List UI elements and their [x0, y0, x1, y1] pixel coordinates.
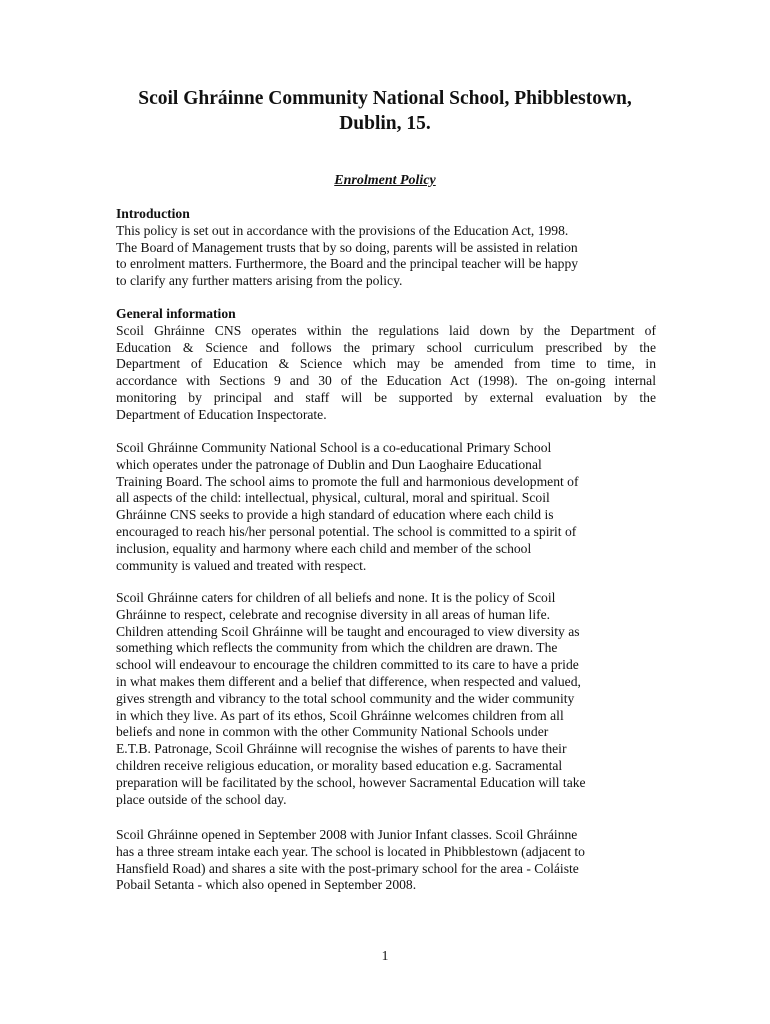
paragraph-line: children receive religious education, or morality based education e.g. Sacramental [116, 757, 563, 773]
paragraph-line: in which they live. As part of its ethos, Scoil Ghráinne welcomes children from all [116, 707, 564, 723]
paragraph-line: Scoil Ghráinne Community National School is a co-educational Primary School [116, 440, 552, 455]
document-subtitle: Enrolment Policy [334, 173, 436, 188]
general-line: accordance with Sections 9 and 30 of the Education Act (1998). The on-going internal [116, 373, 656, 389]
paragraph-line: school will endeavour to encourage the children committed to its care to have a pride [116, 657, 579, 673]
introduction-section [116, 206, 656, 290]
paragraph-line: E.T.B. Patronage, Scoil Ghráinne will recognise the wishes of parents to have their [116, 741, 567, 757]
paragraph-line: place outside of the school day. [116, 791, 287, 807]
title-line-2: Dublin, 15. [339, 113, 431, 134]
page-number: 1 [381, 948, 389, 963]
general-information-heading: General information [116, 306, 236, 321]
paragraph-line: gives strength and vibrancy to the total school community and the wider community [116, 690, 575, 706]
paragraph-line: Ghráinne CNS seeks to provide a high standard of education where each child is [116, 507, 554, 523]
paragraph-line: Training Board. The school aims to promote the full and harmonious development of [116, 473, 579, 489]
intro-line: This policy is set out in accordance with the provisions of the Education Act, 1998. [116, 222, 569, 238]
general-line: Scoil Ghráinne CNS operates within the regulations laid down by the Department of [116, 322, 656, 338]
diversity-paragraph [116, 590, 656, 808]
general-line: Education & Science and follows the primary school curriculum prescribed by the [116, 339, 656, 355]
ethos-paragraph [116, 440, 656, 574]
paragraph-line: preparation will be facilitated by the school, however Sacramental Education will take [116, 774, 586, 790]
intro-line: The Board of Management trusts that by so doing, parents will be assisted in relation [116, 239, 578, 255]
paragraph-line: something which reflects the community from which the children are drawn. The [116, 640, 558, 656]
paragraph-line: has a three stream intake each year. The school is located in Phibblestown (adjacent to [116, 843, 585, 859]
general-line: Department of Education Inspectorate. [116, 406, 327, 422]
general-line: Department of Education & Science which may be amended from time to time, in [116, 356, 656, 372]
paragraph-line: Pobail Setanta - which also opened in September 2008. [116, 877, 417, 893]
document-title [100, 86, 670, 136]
paragraph-line: encouraged to reach his/her personal potential. The school is committed to a spirit of [116, 523, 577, 539]
paragraph-line: Hansfield Road) and shares a site with the post-primary school for the area - Coláiste [116, 860, 579, 876]
paragraph-line: Scoil Ghráinne caters for children of all beliefs and none. It is the policy of Scoil [116, 590, 556, 605]
paragraph-line: in what makes them different and a belief that difference, when respected and valued, [116, 673, 581, 689]
paragraph-line: which operates under the patronage of Dublin and Dun Laoghaire Educational [116, 456, 542, 472]
paragraph-line: inclusion, equality and harmony where each child and member of the school [116, 540, 532, 556]
title-line-1: Scoil Ghráinne Community National School, Phibblestown, [138, 88, 632, 109]
introduction-heading: Introduction [116, 206, 190, 221]
paragraph-line: all aspects of the child: intellectual, physical, cultural, moral and spiritual. Scoil [116, 490, 550, 506]
paragraph-line: Ghráinne to respect, celebrate and recognise diversity in all areas of human life. [116, 606, 551, 622]
intro-line: to clarify any further matters arising from the policy. [116, 273, 403, 289]
paragraph-line: community is valued and treated with respect. [116, 557, 367, 573]
paragraph-line: Scoil Ghráinne opened in September 2008 with Junior Infant classes. Scoil Ghráinne [116, 827, 578, 842]
general-line: monitoring by principal and staff will be supported by external evaluation by the [116, 389, 656, 405]
intro-line: to enrolment matters. Furthermore, the Board and the principal teacher will be happy [116, 256, 579, 272]
paragraph-line: beliefs and none in common with the other Community National Schools under [116, 724, 549, 740]
history-paragraph [116, 827, 656, 894]
paragraph-line: Children attending Scoil Ghráinne will be taught and encouraged to view diversity as [116, 623, 580, 639]
general-information-section [116, 306, 656, 424]
